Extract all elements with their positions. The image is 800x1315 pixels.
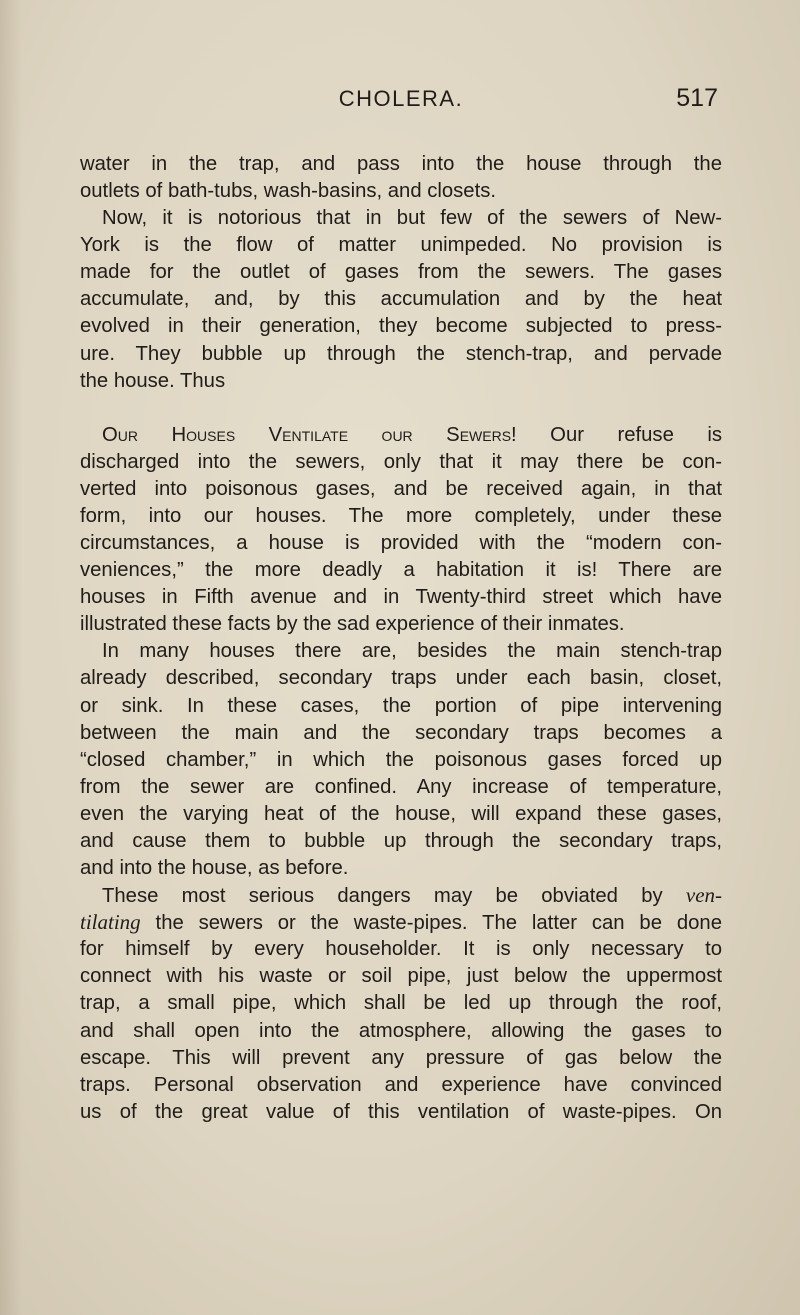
text-line: “closed chamber,” in which the poisonous gases forced up — [80, 748, 722, 771]
text-line: us of the great value of this ventilation of waste-pipes. On — [80, 1100, 722, 1123]
text-line: trap, a small pipe, which shall be led up through the roof, — [80, 992, 722, 1015]
text-line: ure. They bubble up through the stench-trap, and pervade — [80, 342, 722, 365]
text-line: houses in Fifth avenue and in Twenty-third street which have — [80, 586, 722, 609]
paragraph-1 — [80, 151, 722, 205]
paragraph-3 — [80, 422, 722, 639]
text-line — [80, 882, 722, 909]
body-text — [80, 151, 722, 1126]
text-fragment: the sewers or the waste-pipes. The latter can be done — [140, 912, 722, 935]
text-line: from the sewer are confined. Any increase of temperature, — [80, 775, 722, 798]
text-line: made for the outlet of gases from the sewers. The gases — [80, 261, 722, 284]
text-line: illustrated these facts by the sad experience of their inmates. — [80, 613, 625, 636]
text-line: veniences,” the more deadly a habitation it is! There are — [80, 559, 722, 582]
page-header — [80, 86, 722, 116]
italic-word: ven- — [685, 883, 723, 908]
text-fragment: These most serious dangers may be obviated by — [102, 885, 663, 908]
paragraph-4 — [80, 638, 722, 882]
text-line: and into the house, as before. — [80, 857, 349, 880]
text-line: connect with his waste or soil pipe, just below the uppermost — [80, 965, 722, 988]
text-line: or sink. In these cases, the portion of pipe intervening — [80, 694, 722, 717]
text-line: verted into poisonous gases, and be received again, in that — [80, 477, 722, 500]
text-line: the house. Thus — [80, 369, 226, 392]
text-line: Now, it is notorious that in but few of the sewers of New- — [102, 207, 722, 230]
text-line: and shall open into the atmosphere, allowing the gases to — [80, 1019, 722, 1042]
running-head: CHOLERA. — [338, 86, 464, 111]
text-line: and cause them to bubble up through the secondary traps, — [80, 829, 722, 852]
text-line — [80, 909, 722, 936]
paragraph-2 — [80, 205, 722, 395]
small-caps-heading: Our Houses Ventilate our Sewers! — [102, 423, 517, 446]
text-line: traps. Personal observation and experience have convinced — [80, 1073, 722, 1096]
paragraph-gap — [80, 395, 722, 422]
text-line: In many houses there are, besides the main stench-trap — [102, 640, 722, 663]
paragraph-5 — [80, 882, 722, 1126]
text-line: York is the flow of matter unimpeded. No provision is — [80, 234, 722, 257]
text-line: even the varying heat of the house, will expand these gases, — [80, 802, 722, 825]
text-line: outlets of bath-tubs, wash-basins, and closets. — [80, 180, 496, 203]
text-line: already described, secondary traps under each basin, closet, — [80, 667, 722, 690]
text-line — [80, 422, 722, 449]
text-line: circumstances, a house is provided with the “modern con- — [80, 532, 722, 555]
text-line: accumulate, and, by this accumulation and by the heat — [80, 288, 722, 311]
text-line: evolved in their generation, they become subjected to press- — [80, 315, 722, 338]
italic-word: tilating — [80, 910, 141, 935]
text-fragment: Our refuse is — [516, 423, 722, 446]
text-line: form, into our houses. The more completely, under these — [80, 505, 722, 528]
text-line: water in the trap, and pass into the house through the — [80, 153, 722, 175]
text-line: discharged into the sewers, only that it may there be con- — [80, 450, 722, 473]
text-line: between the main and the secondary traps becomes a — [80, 721, 722, 744]
text-line: escape. This will prevent any pressure of gas below the — [80, 1046, 722, 1069]
text-line: for himself by every householder. It is only necessary to — [80, 938, 722, 961]
page-number: 517 — [676, 84, 718, 112]
